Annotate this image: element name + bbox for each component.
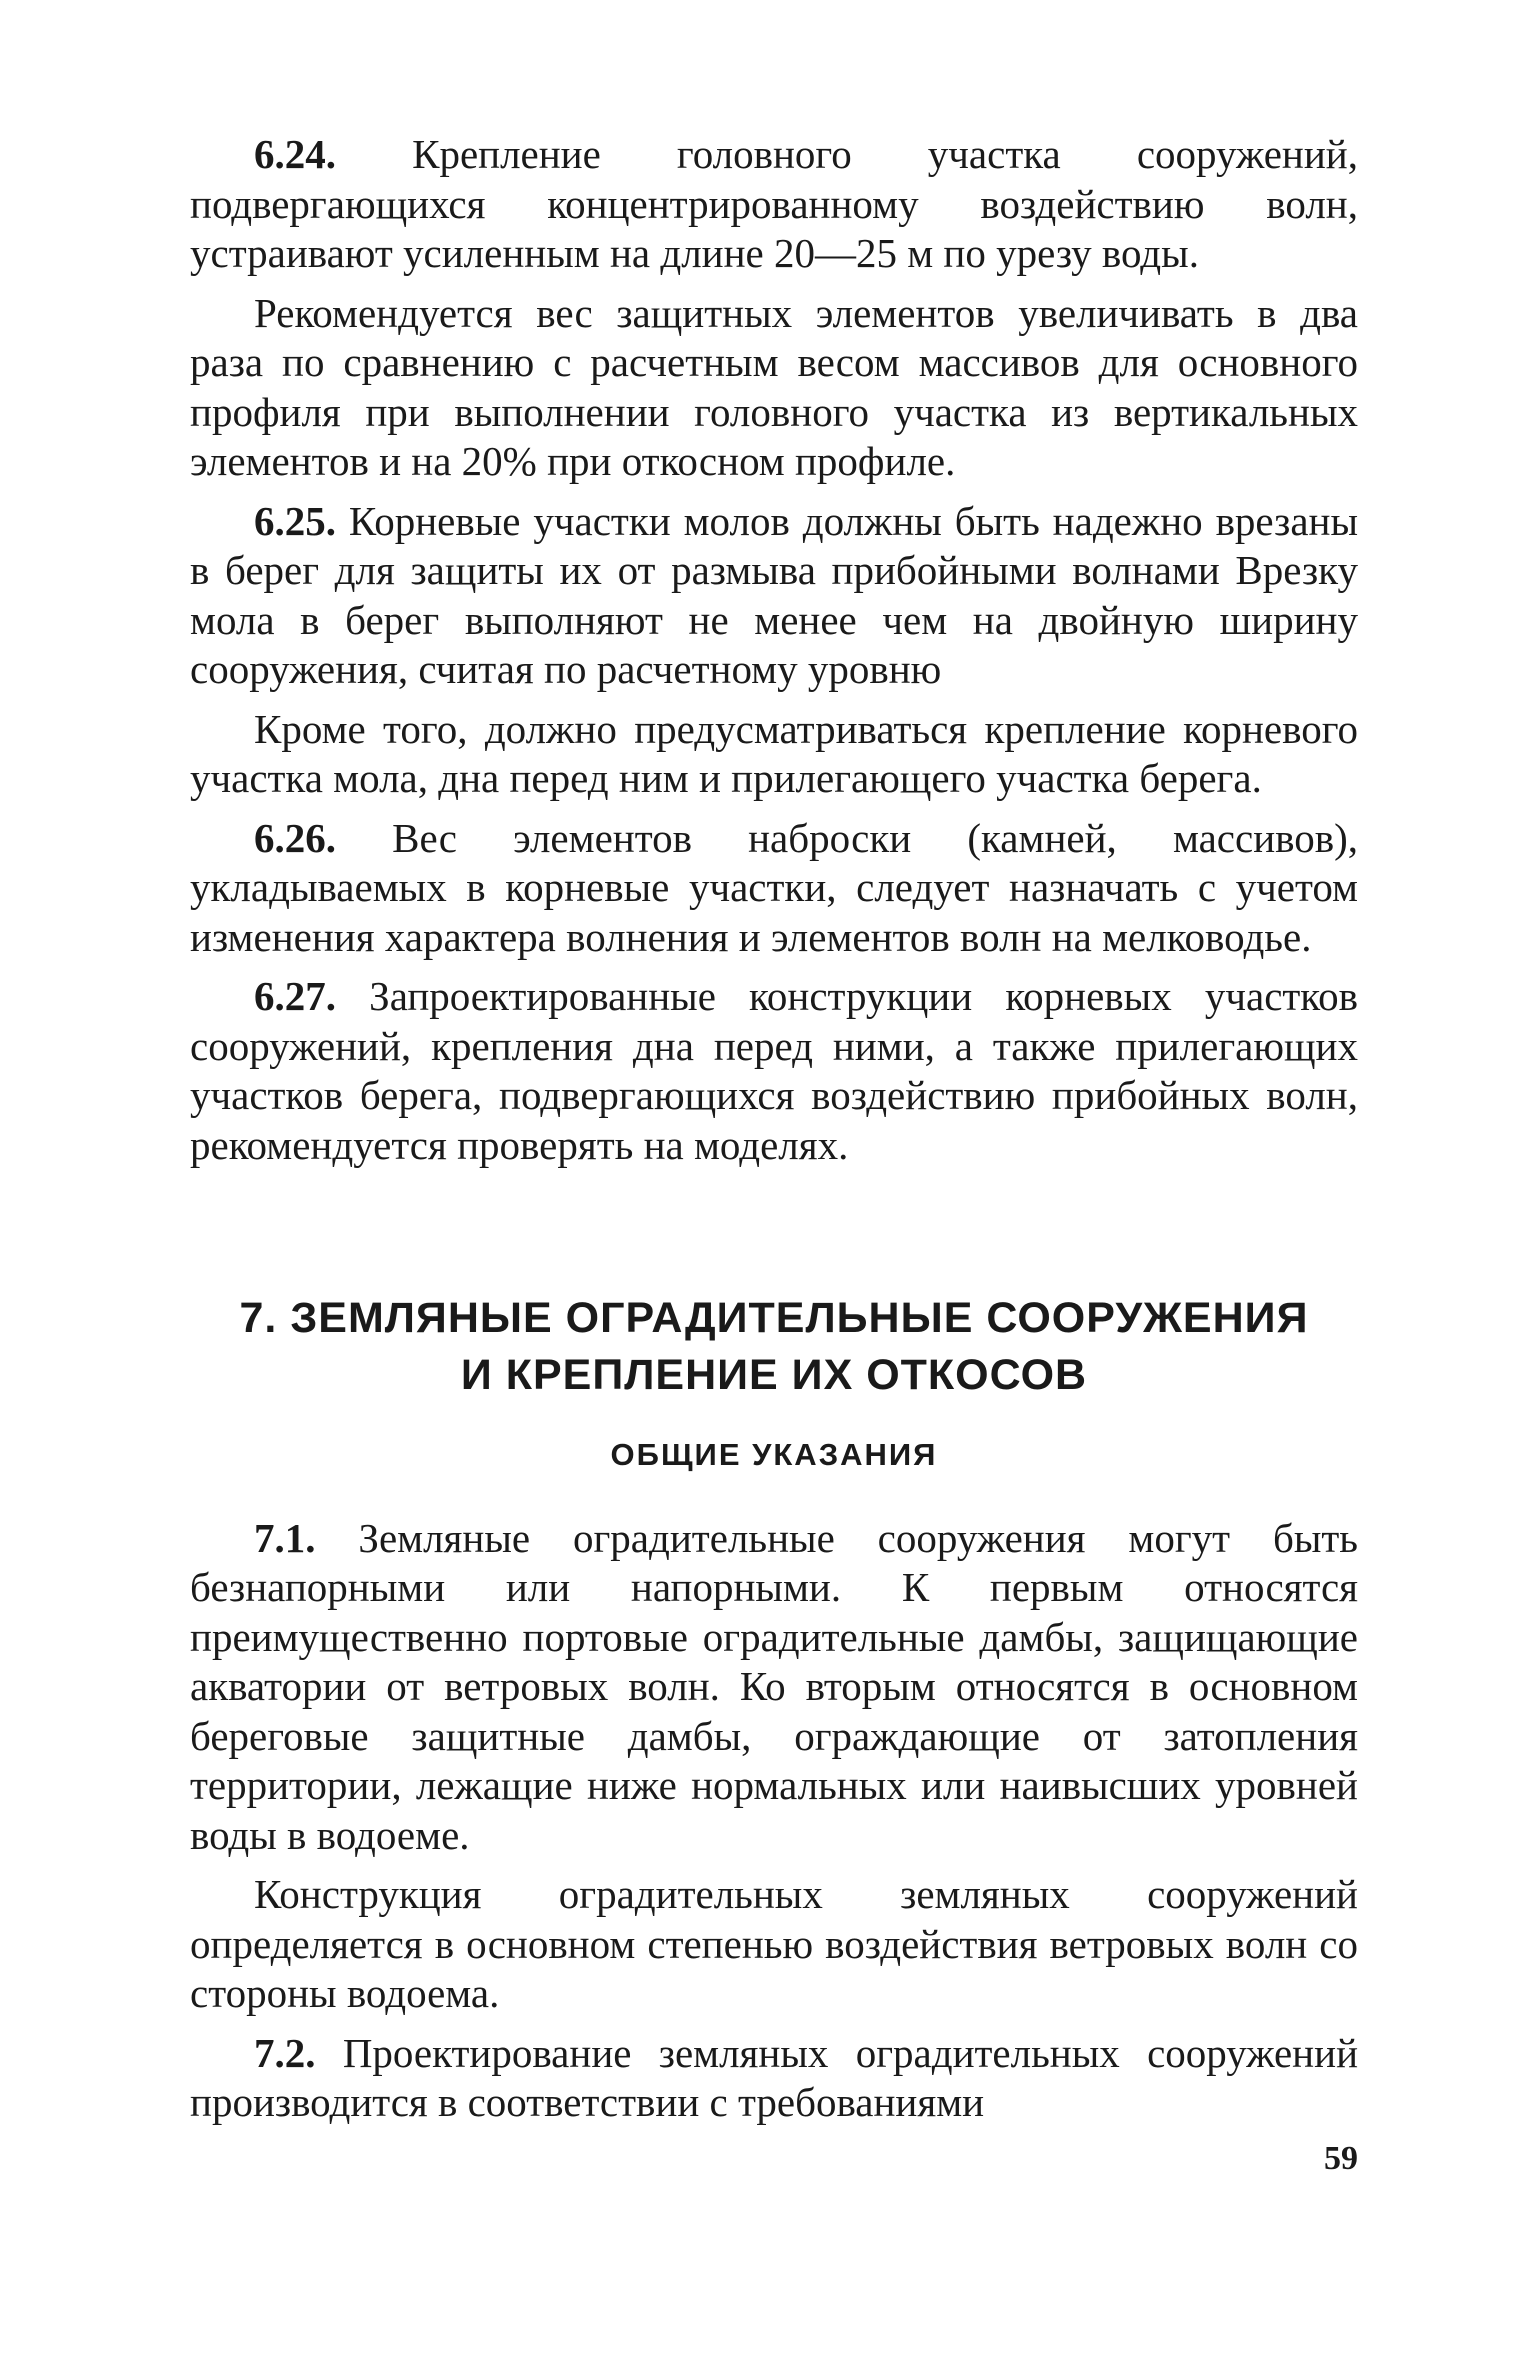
paragraph-7-2 bbox=[190, 2029, 1358, 2128]
paragraph-7-1 bbox=[190, 1514, 1358, 1861]
paragraph-text: Проектирование земляных оградительных сооружений производится в соответствии с требованиями bbox=[190, 2029, 1359, 2125]
paragraph-text: Рекомендуется вес защитных элементов увеличивать в два раза по сравнению с расчетным весом массивов для основного профиля при выполнении головного участка из вертикальных элементов и на 20% при откосном профиле. bbox=[190, 289, 1358, 484]
clause-number: 6.25. bbox=[254, 497, 336, 544]
paragraph-text: Запроектированные конструкции корневых участков сооружений, крепления дна перед ними, а также прилегающих участков берега, подвергающихся воздействию прибойных волн, рекомендуется проверять на моделях. bbox=[190, 973, 1359, 1168]
paragraph-6-25-cont bbox=[190, 705, 1358, 804]
subsection-title: ОБЩИЕ УКАЗАНИЯ bbox=[610, 1437, 938, 1472]
clause-number: 7.2. bbox=[254, 2029, 316, 2076]
paragraph-6-27 bbox=[190, 972, 1358, 1170]
section-title-line-1: 7. ЗЕМЛЯНЫЕ ОГРАДИТЕЛЬНЫЕ СООРУЖЕНИЯ bbox=[239, 1294, 1309, 1342]
paragraph-6-24 bbox=[190, 130, 1358, 279]
section-title bbox=[190, 1290, 1358, 1404]
clause-number: 6.26. bbox=[254, 814, 336, 861]
paragraph-text: Вес элементов наброски (камней, массивов), укладываемых в корневые участки, следует назначать с учетом изменения характера волнения и элементов волн на мелководье. bbox=[190, 814, 1358, 960]
paragraph-6-26 bbox=[190, 814, 1358, 963]
clause-number: 6.24. bbox=[254, 131, 336, 177]
clause-number: 6.27. bbox=[254, 973, 336, 1019]
paragraph-text: Кроме того, должно предусматриваться крепление корневого участка мола, дна перед ним и прилегающего участка берега. bbox=[190, 705, 1358, 801]
paragraph-text: Корневые участки молов должны быть надежно врезаны в берег для защиты их от размыва прибойными волнами Врезку мола в берег выполняют не менее чем на двойную ширину сооружения, считая по расчетному уровню bbox=[190, 497, 1359, 692]
paragraph-text: Земляные оградительные сооружения могут быть безнапорными или напорными. К первым относятся преимущественно портовые оградительные дамбы, защищающие акватории от ветровых волн. Ко вторым относятся в основном береговые защитные дамбы, ограждающие от затопления территории, лежащие ниже нормальных или наивысших уровней воды в водоеме. bbox=[190, 1514, 1359, 1858]
paragraph-text: Конструкция оградительных земляных сооружений определяется в основном степенью воздействия ветровых волн со стороны водоема. bbox=[190, 1871, 1358, 2016]
paragraph-6-25 bbox=[190, 497, 1358, 695]
page-number: 59 bbox=[1324, 2140, 1358, 2177]
paragraph-6-24-cont bbox=[190, 289, 1358, 487]
section-title-line-2: И КРЕПЛЕНИЕ ИХ ОТКОСОВ bbox=[460, 1351, 1088, 1399]
clause-number: 7.1. bbox=[254, 1514, 316, 1561]
paragraph-7-1-cont bbox=[190, 1870, 1358, 2019]
paragraph-text: Крепление головного участка сооружений, подвергающихся концентрированному воздействию волн, устраивают усиленным на длине 20—25 м по урезу воды. bbox=[190, 131, 1359, 276]
text-body bbox=[190, 130, 1358, 2138]
